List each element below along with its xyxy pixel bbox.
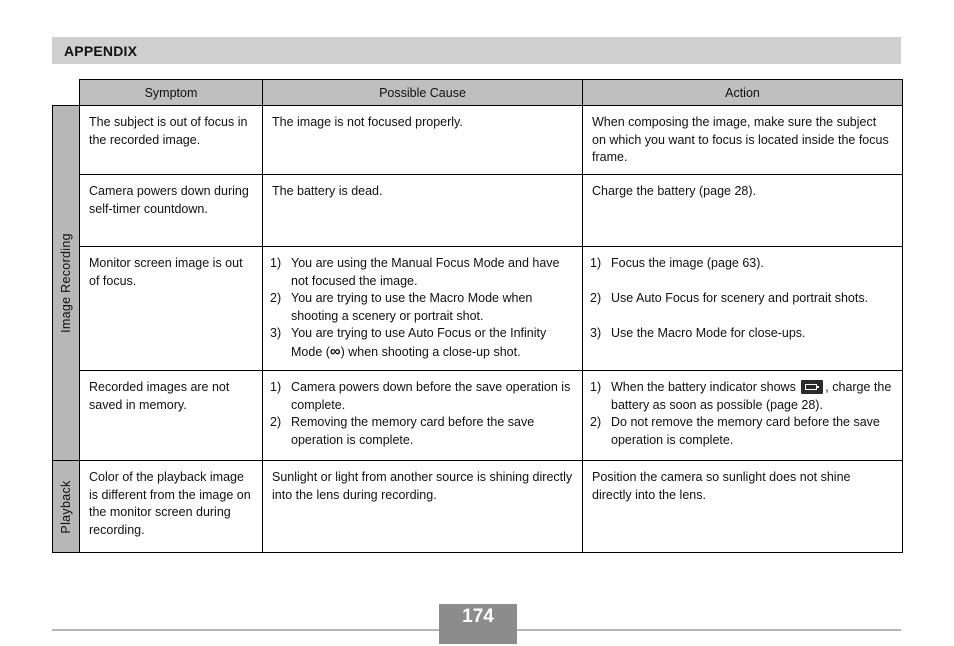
column-header-cause: Possible Cause	[263, 80, 583, 106]
action-cell: When composing the image, make sure the subject on which you want to focus is located inside the focus frame.	[583, 106, 903, 175]
table-row	[53, 106, 903, 175]
category-playback	[53, 461, 80, 553]
table-row	[53, 247, 903, 371]
table-row	[53, 371, 903, 461]
item-number: 2)	[590, 415, 602, 430]
item-text: Focus the image (page 63).	[611, 256, 764, 270]
list-item	[592, 379, 893, 414]
action-list	[592, 379, 893, 449]
symptom-cell: The subject is out of focus in the recorded image.	[80, 106, 263, 175]
item-number: 2)	[270, 291, 282, 306]
action-cell	[583, 371, 903, 461]
item-number: 3)	[270, 326, 282, 341]
list-item	[272, 290, 573, 325]
symptom-cell: Camera powers down during self-timer countdown.	[80, 175, 263, 247]
item-text: Use the Macro Mode for close-ups.	[611, 326, 806, 341]
cause-cell: The battery is dead.	[263, 175, 583, 247]
table-row	[53, 175, 903, 247]
item-text: , charge the battery as soon as possible (page 28).	[611, 380, 892, 412]
page-number: 174	[462, 606, 494, 627]
category-image-recording	[53, 106, 80, 461]
cause-cell	[263, 371, 583, 461]
symptom-cell: Monitor screen image is out of focus.	[80, 247, 263, 371]
item-text: You are using the Manual Focus Mode and have not focused the image.	[291, 256, 560, 288]
category-label: Image Recording	[59, 233, 73, 333]
list-item	[272, 255, 573, 290]
cause-list	[272, 255, 573, 362]
list-item	[592, 414, 893, 449]
item-number: 1)	[270, 380, 282, 394]
list-item	[592, 255, 893, 273]
page-number-box	[439, 604, 517, 644]
item-text: You are trying to use the Macro Mode when shooting a scenery or portrait shot.	[291, 291, 533, 323]
table-header-row	[53, 80, 903, 106]
item-text: Do not remove the memory card before the save operation is complete.	[611, 415, 880, 447]
cause-cell: The image is not focused properly.	[263, 106, 583, 175]
action-list	[592, 255, 893, 343]
list-item	[272, 325, 573, 361]
troubleshooting-table	[52, 79, 903, 553]
cause-cell	[263, 247, 583, 371]
action-cell: Charge the battery (page 28).	[583, 175, 903, 247]
section-title: APPENDIX	[64, 43, 138, 59]
symptom-cell: Recorded images are not saved in memory.	[80, 371, 263, 461]
category-label: Playback	[59, 479, 73, 534]
item-number: 1)	[270, 256, 282, 270]
header-blank-cell	[53, 80, 80, 106]
column-header-symptom: Symptom	[80, 80, 263, 106]
item-number: 2)	[590, 291, 602, 306]
action-cell	[583, 247, 903, 371]
list-item	[272, 379, 573, 414]
item-text: ) when shooting a close-up shot.	[340, 344, 521, 359]
item-text: You are trying to use Auto Focus or the Infinity Mode (	[291, 326, 547, 359]
item-text: Camera powers down before the save operation is complete.	[291, 380, 571, 412]
item-text: Use Auto Focus for scenery and portrait shots.	[611, 291, 869, 306]
item-text: Removing the memory card before the save operation is complete.	[291, 415, 535, 447]
infinity-icon: ∞	[329, 342, 341, 360]
list-item	[592, 290, 893, 308]
cause-list	[272, 379, 573, 449]
symptom-cell: Color of the playback image is different from the image on the monitor screen during recording.	[80, 461, 263, 553]
item-number: 2)	[270, 415, 282, 430]
table-row	[53, 461, 903, 553]
item-text: When the battery indicator shows	[611, 380, 800, 394]
list-item	[592, 325, 893, 343]
item-number: 1)	[590, 380, 602, 394]
column-header-action: Action	[583, 80, 903, 106]
battery-low-icon	[801, 380, 823, 394]
item-number: 3)	[590, 326, 602, 341]
list-item	[272, 414, 573, 449]
item-number: 1)	[590, 256, 602, 270]
cause-cell: Sunlight or light from another source is shining directly into the lens during recording.	[263, 461, 583, 553]
action-cell: Position the camera so sunlight does not shine directly into the lens.	[583, 461, 903, 553]
section-header-bar	[52, 37, 901, 64]
